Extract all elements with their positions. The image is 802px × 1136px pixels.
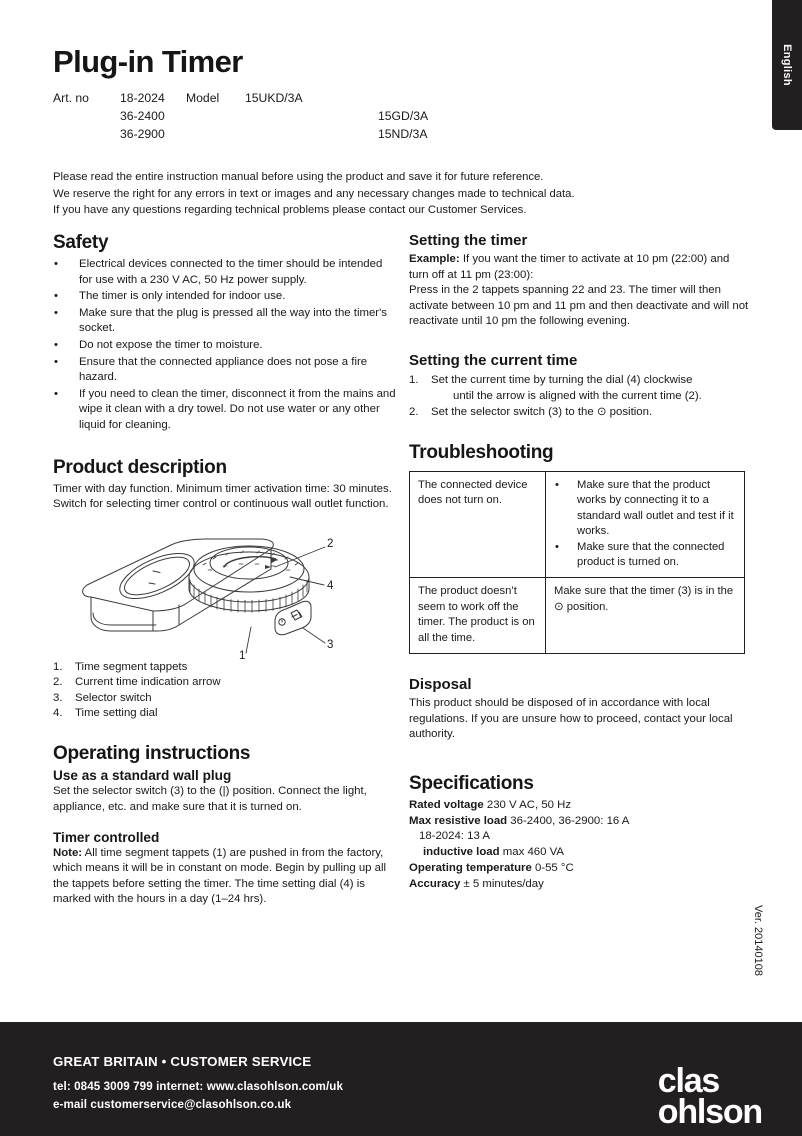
bullet-icon: •	[54, 258, 58, 270]
problem-cell: The product doesn’t seem to work off the timer. The product is on all the time.	[410, 578, 546, 654]
example-body: If you want the timer to activate at 10 pm (22:00) and turn off at 11 pm (23:00):	[409, 253, 730, 281]
model-value-2: 15GD/3A	[378, 109, 429, 123]
page-header	[53, 44, 753, 143]
spec-value: 0-55 °C	[531, 862, 574, 874]
solution-item	[554, 478, 737, 540]
solution-cell	[546, 471, 745, 577]
right-column	[409, 232, 749, 893]
language-tab-label: English	[781, 44, 793, 86]
troubleshooting-heading: Troubleshooting	[409, 441, 554, 463]
solution-text: Make sure that the connected product is turned on.	[577, 540, 725, 568]
spec-line	[409, 877, 749, 893]
legend-item	[53, 691, 398, 706]
article-row	[53, 89, 753, 107]
table-row	[410, 471, 745, 577]
artno-label: Art. no	[53, 91, 89, 105]
safety-list	[53, 257, 398, 434]
bullet-icon: •	[555, 540, 559, 553]
safety-item	[53, 338, 398, 354]
legend-label: Time setting dial	[75, 706, 158, 719]
legend-number: 3.	[53, 691, 63, 704]
solution-text-before: Make sure that the timer (3) is in the	[554, 585, 734, 598]
spec-value: max 460 VA	[499, 846, 564, 859]
model-value-3: 15ND/3A	[378, 127, 428, 141]
setting-timer-body: Press in the 2 tappets spanning 22 and 23. The timer will then activate between 10 pm and 11 pm and then deactivate and will not reactivate until 10 pm the following evening.	[409, 284, 749, 328]
legend-label: Selector switch	[75, 691, 152, 704]
brand-logo	[657, 1062, 762, 1131]
specifications-heading: Specifications	[409, 772, 534, 794]
spec-line	[409, 845, 749, 861]
legend-number: 2.	[53, 676, 63, 689]
legend-item	[53, 660, 398, 675]
bullet-icon: •	[54, 355, 58, 368]
spec-key: Accuracy	[409, 877, 461, 890]
bullet-icon: •	[555, 478, 559, 491]
step-text: Set the current time by turning the dial (4) clockwise	[431, 373, 693, 386]
spec-line	[409, 829, 749, 845]
step-number: 2.	[409, 405, 419, 418]
step-number: 1.	[409, 373, 419, 386]
intro-line-2: We reserve the right for any errors in text or images and any necessary changes made to technical data.	[53, 187, 575, 200]
note-body: All time segment tappets (1) are pushed in from the factory, which means it will be in constant on mode. Begin by pulling up all the tappets before setting the timer. The time setting dial (4) is marked with the hours in a day (1–24 hrs).	[53, 846, 387, 906]
page-footer	[0, 1022, 802, 1136]
legend-item	[53, 675, 398, 690]
callout-2: 2	[327, 537, 334, 550]
safety-item-text: Ensure that the connected appliance does not pose a fire hazard.	[79, 355, 368, 384]
article-row	[53, 125, 753, 143]
legend-label: Current time indication arrow	[75, 676, 221, 689]
spec-value: 36-2400, 36-2900: 16 A	[507, 814, 630, 827]
product-description-body: Timer with day function. Minimum timer activation time: 30 minutes. Switch for selecting timer control or continuous wall outlet function.	[53, 482, 392, 511]
figure-legend	[53, 660, 398, 722]
footer-contact-line-2: e-mail customerservice@clasohlson.co.uk	[53, 1098, 292, 1111]
safety-item-text: Make sure that the plug is pressed all the way into the timer's socket.	[79, 306, 387, 335]
note-label: Note:	[53, 846, 83, 859]
article-number-block	[53, 89, 753, 143]
operating-instructions-heading: Operating instructions	[53, 743, 251, 765]
safety-item	[53, 257, 398, 288]
step-continuation: until the arrow is aligned with the current time (2).	[453, 389, 702, 402]
specifications-list	[409, 798, 749, 893]
spec-key: Rated voltage	[409, 798, 484, 811]
safety-item-text: Do not expose the timer to moisture.	[79, 338, 263, 351]
footer-contact-line-1: tel: 0845 3009 799 internet: www.clasohlson.com/uk	[53, 1080, 344, 1093]
spec-key: Max resistive load	[409, 814, 508, 827]
safety-item	[53, 387, 398, 434]
legend-item	[53, 706, 398, 721]
problem-cell: The connected device does not turn on.	[410, 471, 546, 577]
bullet-icon: •	[54, 338, 58, 351]
plug-in-timer-illustration	[53, 525, 398, 660]
setting-timer-example	[409, 252, 749, 283]
bullet-icon: •	[54, 290, 58, 303]
intro-paragraph	[53, 169, 743, 219]
setting-current-time-heading: Setting the current time	[409, 351, 578, 369]
spec-line	[409, 814, 749, 830]
disposal-body: This product should be disposed of in accordance with local regulations. If you are unsure how to proceed, contact your local authority.	[409, 697, 733, 741]
safety-item	[53, 289, 398, 305]
disposal-heading: Disposal	[409, 676, 472, 694]
model-label: Model	[186, 91, 220, 105]
wall-plug-body: Set the selector switch (3) to the (|) position. Connect the light, appliance, etc. and make sure that it is turned on.	[53, 785, 367, 813]
timer-device-drawing	[53, 525, 398, 660]
artno-value-3: 36-2900	[120, 127, 165, 141]
callout-3: 3	[327, 638, 334, 651]
spec-value: ± 5 minutes/day	[460, 877, 544, 890]
legend-label: Time segment tappets	[75, 660, 188, 673]
left-column	[53, 232, 398, 908]
legend-number: 1.	[53, 660, 63, 673]
spec-key: Operating temperature	[409, 862, 532, 874]
intro-line-3: If you have any questions regarding technical problems please contact our Customer Services.	[53, 204, 527, 216]
step-item	[409, 404, 749, 420]
article-row	[53, 107, 753, 125]
brand-logo-line-1: clas	[657, 1062, 720, 1100]
bullet-icon: •	[54, 387, 58, 400]
clock-icon: ⊙	[554, 600, 564, 613]
safety-item-text: Electrical devices connected to the timer should be intended for use with a 230 V AC, 50 Hz power supply.	[79, 258, 383, 286]
timer-controlled-heading: Timer controlled	[53, 829, 160, 845]
solution-item	[554, 540, 737, 571]
version-label: Ver. 20140108	[752, 905, 764, 976]
safety-item	[53, 355, 398, 386]
example-label: Example:	[409, 253, 460, 265]
troubleshooting-table	[409, 471, 745, 654]
clock-icon: ⊙	[596, 405, 607, 418]
setting-current-time-steps	[409, 372, 749, 420]
language-tab	[772, 0, 802, 130]
step-text-before: Set the selector switch (3) to the	[431, 405, 597, 418]
solution-text-after: position.	[563, 600, 609, 613]
intro-line-1: Please read the entire instruction manual before using the product and save it for future reference.	[53, 171, 544, 183]
model-value-1: 15UKD/3A	[245, 91, 303, 105]
step-text-after: position.	[606, 405, 653, 418]
solution-cell	[546, 578, 745, 654]
bullet-icon: •	[54, 306, 58, 319]
safety-item	[53, 306, 398, 337]
solution-text: Make sure that the product works by connecting it to a standard wall outlet and test if it works.	[577, 478, 734, 538]
artno-value-1: 18-2024	[120, 91, 165, 105]
footer-heading: GREAT BRITAIN • CUSTOMER SERVICE	[53, 1054, 312, 1069]
brand-logo-line-2: ohlson	[657, 1093, 762, 1131]
spec-key: inductive load	[423, 846, 500, 859]
callout-4: 4	[327, 579, 334, 592]
solution-list	[554, 478, 737, 570]
safety-heading: Safety	[53, 232, 109, 253]
setting-timer-heading: Setting the timer	[409, 232, 528, 249]
safety-item-text: The timer is only intended for indoor use.	[79, 290, 286, 303]
legend-number: 4.	[53, 706, 63, 719]
product-description-heading: Product description	[53, 456, 227, 478]
wall-plug-heading: Use as a standard wall plug	[53, 768, 232, 784]
timer-controlled-body	[53, 846, 398, 908]
spec-value: 18-2024: 13 A	[419, 830, 490, 843]
table-row	[410, 578, 745, 654]
step-item	[409, 372, 749, 404]
page-title: Plug-in Timer	[53, 44, 243, 79]
spec-value: 230 V AC, 50 Hz	[483, 798, 572, 811]
spec-line	[409, 798, 749, 814]
callout-1: 1	[239, 649, 246, 660]
safety-item-text: If you need to clean the timer, disconnect it from the mains and wipe it clean with a dry towel. Do not use water or any other liquid for cleaning.	[79, 387, 396, 431]
spec-line	[409, 861, 749, 877]
artno-value-2: 36-2400	[120, 109, 165, 123]
